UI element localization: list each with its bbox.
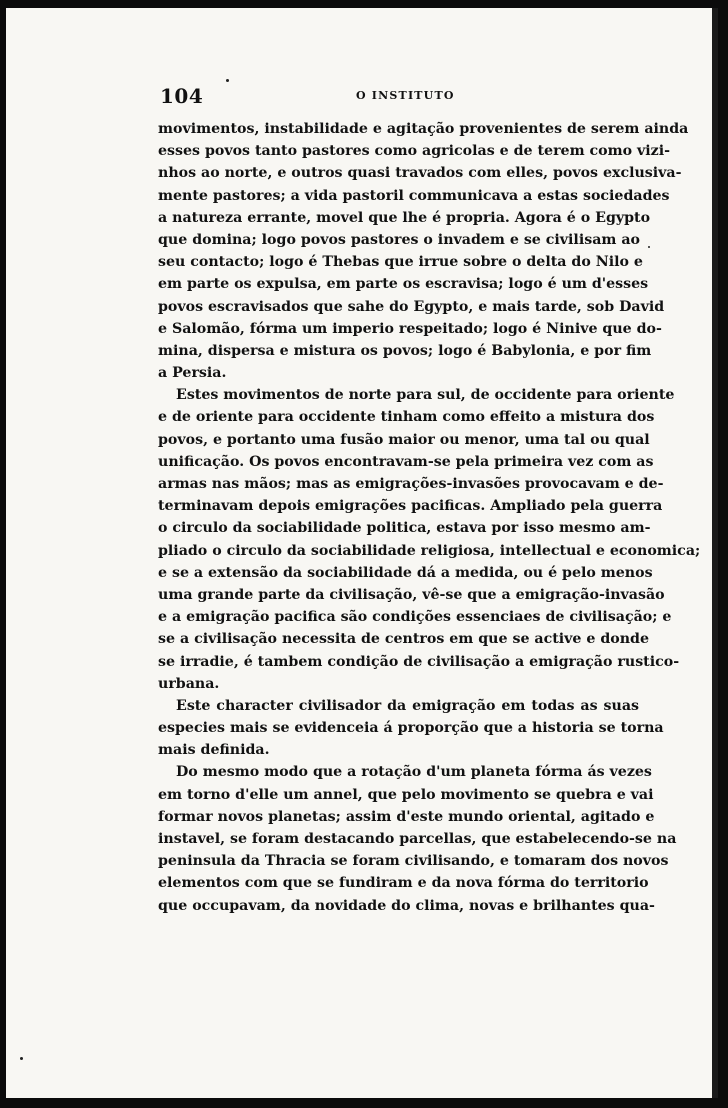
text-line: armas nas mãos; mas as emigrações-invasões provocavam e de- [158, 476, 664, 492]
text-line: seu contacto; logo é Thebas que irrue sobre o delta do Nilo e [158, 254, 643, 271]
body-text [158, 118, 701, 917]
text-line: povos, e portanto uma fusão maior ou menor, uma tal ou qual [158, 431, 650, 448]
page-header [160, 84, 640, 114]
text-line: uma grande parte da civilisação, vê-se que a emigração-invasão [158, 586, 665, 603]
text-line: e Salomão, fórma um imperio respeitado; logo é Ninive que do- [158, 320, 662, 337]
text-line: a Persia. [158, 365, 227, 382]
text-line: pliado o circulo da sociabilidade religiosa, intellectual e economica; [158, 542, 701, 559]
text-line: e de oriente para occidente tinham como effeito a mistura dos [158, 409, 655, 426]
text-line: movimentos, instabilidade e agitação provenientes de serem ainda [158, 121, 689, 137]
text-line: povos escravisados que sahe do Egypto, e mais tarde, sob David [158, 298, 665, 315]
text-line: urbana. [158, 675, 220, 692]
text-line: se irradie, é tambem condição de civilisação a emigração rustico- [158, 653, 680, 670]
text-line: Do mesmo modo que a rotação d'um planeta fórma ás vezes [176, 764, 652, 781]
text-line: instavel, se foram destacando parcellas, que estabelecendo-se na [158, 831, 677, 847]
text-line: nhos ao norte, e outros quasi travados com elles, povos exclusiva- [158, 165, 682, 182]
text-line: mente pastores; a vida pastoril communicava a estas sociedades [158, 187, 670, 204]
text-line: em torno d'elle um annel, que pelo movimento se quebra e vai [158, 786, 654, 803]
page-number: 104 [160, 84, 204, 108]
text-line: esses povos tanto pastores como agricolas e de terem como vizi- [158, 143, 671, 160]
text-line: Este character civilisador da emigração em todas as suas [176, 697, 639, 714]
text-line: unificação. Os povos encontravam-se pela primeira vez com as [158, 453, 654, 470]
text-line: formar novos planetas; assim d'este mundo oriental, agitado e [158, 808, 655, 825]
text-line: Estes movimentos de norte para sul, de occidente para oriente [176, 387, 675, 404]
text-line: especies mais se evidenceia á proporção que a historia se torna [158, 720, 664, 737]
running-title: O INSTITUTO [356, 89, 455, 102]
text-line: a natureza errante, movel que lhe é propria. Agora é o Egypto [158, 209, 651, 226]
text-line: e a emigração pacifica são condições essenciaes de civilisação; e [158, 609, 672, 626]
ink-speck [226, 79, 229, 82]
ink-speck [20, 1057, 23, 1060]
text-line: terminavam depois emigrações pacificas. Ampliado pela guerra [158, 498, 663, 515]
text-line: mina, dispersa e mistura os povos; logo é Babylonia, e por fim [158, 342, 652, 359]
text-line: o circulo da sociabilidade politica, estava por isso mesmo am- [158, 520, 651, 537]
text-line: peninsula da Thracia se foram civilisando, e tomaram dos novos [158, 853, 669, 870]
text-line: que occupavam, da novidade do clima, novas e brilhantes qua- [158, 897, 655, 914]
text-line: mais definida. [158, 742, 270, 759]
text-line: em parte os expulsa, em parte os escravisa; logo é um d'esses [158, 276, 649, 293]
text-line: e se a extensão da sociabilidade dá a medida, ou é pelo menos [158, 564, 653, 581]
ink-speck [648, 246, 650, 248]
text-line: que domina; logo povos pastores o invadem e se civilisam ao [158, 231, 640, 248]
text-line: se a civilisação necessita de centros em que se active e donde [158, 631, 650, 648]
text-line: elementos com que se fundiram e da nova fórma do territorio [158, 875, 649, 892]
